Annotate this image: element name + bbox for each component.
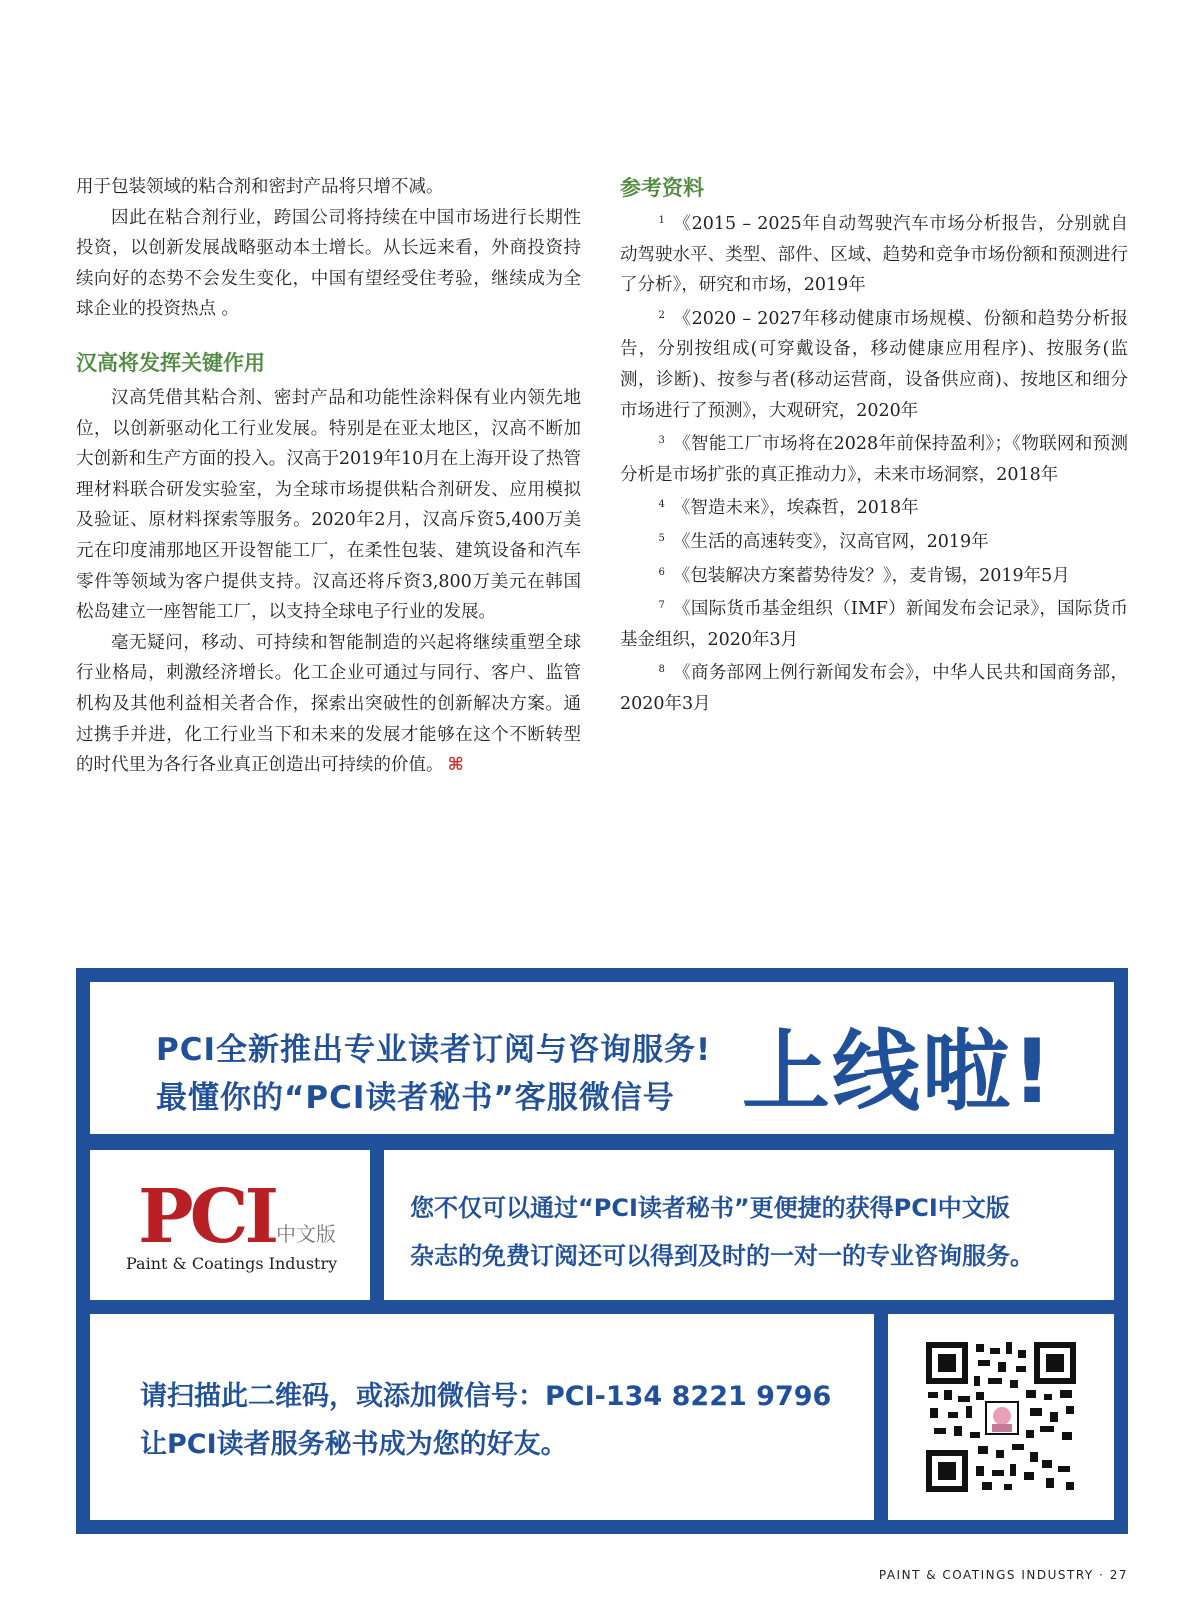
reference-number: 2	[658, 309, 665, 321]
ad-description-panel	[384, 1150, 1114, 1300]
ad-qr-panel	[888, 1314, 1114, 1520]
section-heading: 汉高将发挥关键作用	[76, 350, 265, 375]
reference-number: 7	[658, 600, 665, 612]
end-mark-icon: ⌘	[447, 755, 464, 776]
page-footer	[879, 1568, 1128, 1582]
ad-big-text: 上线啦!	[742, 1020, 1055, 1123]
reference-number: 4	[658, 499, 665, 511]
reference-item	[620, 524, 1128, 558]
paragraph	[76, 628, 581, 781]
journal-name: PAINT & COATINGS INDUSTRY	[878, 1568, 1094, 1582]
reference-text: 《商务部网上例行新闻发布会》，中华人民共和国商务部，2020年3月	[620, 663, 1128, 714]
reference-text: 《2020 – 2027年移动健康市场规模、份额和趋势分析报告，分别按组成(可穿戴设备，移动健康应用程序)、按服务(监测，诊断)、按参与者(移动运营商，设备供应商)、按地区和细分市场进行了预测》，大观研究，2020年	[620, 308, 1128, 421]
reference-item	[620, 426, 1128, 490]
pci-logo-mark: PCI	[138, 1174, 276, 1260]
ad-scan-line1: 请扫描此二维码，或添加微信号：PCI-134 8221 9796	[140, 1381, 832, 1412]
reference-text: 《包装解决方案蓄势待发？》，麦肯锡，2019年5月	[672, 565, 1070, 586]
ad-scan-panel	[90, 1314, 874, 1520]
ad-scan-line2: 让PCI读者服务秘书成为您的好友。	[140, 1429, 568, 1460]
pci-logo-edition: 中文版	[276, 1222, 336, 1246]
qr-code-icon[interactable]	[926, 1342, 1076, 1492]
reference-number: 6	[658, 566, 665, 578]
reference-item	[620, 490, 1128, 524]
paragraph: 用于包装领域的粘合剂和密封产品将只增不减。	[76, 177, 444, 197]
reference-text: 《国际货币基金组织（IMF）新闻发布会记录》，国际货币基金组织，2020年3月	[620, 599, 1128, 650]
reference-number: 8	[658, 664, 665, 676]
reference-item	[620, 591, 1128, 655]
ad-description-line1: 您不仅可以通过“PCI读者秘书”更便捷的获得PCI中文版	[410, 1194, 1010, 1222]
page-number: 27	[1109, 1568, 1128, 1582]
footer-separator: ·	[1099, 1568, 1105, 1582]
references-column	[620, 172, 1128, 720]
ad-headline-line1: PCI全新推出专业读者订阅与咨询服务!	[156, 1032, 712, 1068]
reference-item	[620, 655, 1128, 719]
reference-item	[620, 558, 1128, 592]
pci-wechat-ad	[76, 968, 1128, 1534]
reference-text: 《2015 – 2025年自动驾驶汽车市场分析报告，分别就自动驾驶水平、类型、部件、区域、趋势和竞争市场份额和预测进行了分析》，研究和市场，2019年	[620, 214, 1128, 296]
reference-text: 《生活的高速转变》，汉高官网，2019年	[672, 531, 989, 552]
reference-number: 3	[658, 435, 665, 447]
references-heading: 参考资料	[620, 176, 704, 200]
ad-logo-panel	[90, 1150, 370, 1300]
ad-headline-panel	[90, 982, 1114, 1134]
paragraph-text: 毫无疑问，移动、可持续和智能制造的兴起将继续重塑全球行业格局，刺激经济增长。化工企业可通过与同行、客户、监管机构及其他利益相关者合作，探索出突破性的创新解决方案。通过携手并进，化工行业当下和未来的发展才能够在这个不断转型的时代里为各行各业真正创造出可持续的价值。	[76, 632, 581, 776]
reference-text: 《智造未来》，埃森哲，2018年	[672, 498, 919, 519]
ad-headline-line2: 最懂你的“PCI读者秘书”客服微信号	[156, 1080, 675, 1116]
ad-description-line2: 杂志的免费订阅还可以得到及时的一对一的专业咨询服务。	[410, 1242, 1034, 1270]
paragraph: 汉高凭借其粘合剂、密封产品和功能性涂料保有业内领先地位，以创新驱动化工行业发展。特别是在亚太地区，汉高不断加大创新和生产方面的投入。汉高于2019年10月在上海开设了热管理材料联合研发实验室，为全球市场提供粘合剂研发、应用模拟及验证、原材料探索等服务。2020年2月，汉高斥资5,400万美元在印度浦那地区开设智能工厂，在柔性包装、建筑设备和汽车零件等领域为客户提供支持。汉高还将斥资3,800万美元在韩国松岛建立一座智能工厂，以支持全球电子行业的发展。	[76, 387, 581, 623]
pci-logo	[126, 1174, 356, 1278]
reference-number: 1	[658, 215, 665, 226]
reference-item	[620, 301, 1128, 426]
reference-number: 5	[658, 532, 665, 544]
left-column	[76, 172, 581, 781]
reference-text: 《智能工厂市场将在2028年前保持盈利》；《物联网和预测分析是市场扩张的真正推动力》，未来市场洞察，2018年	[620, 434, 1128, 485]
pci-logo-tagline: Paint & Coatings Industry	[126, 1254, 338, 1273]
reference-item	[620, 206, 1128, 301]
paragraph: 因此在粘合剂行业，跨国公司将持续在中国市场进行长期性投资，以创新发展战略驱动本土增长。从长远来看，外商投资持续向好的态势不会发生变化，中国有望经受住考验，继续成为全球企业的投资热点 。	[76, 207, 581, 320]
